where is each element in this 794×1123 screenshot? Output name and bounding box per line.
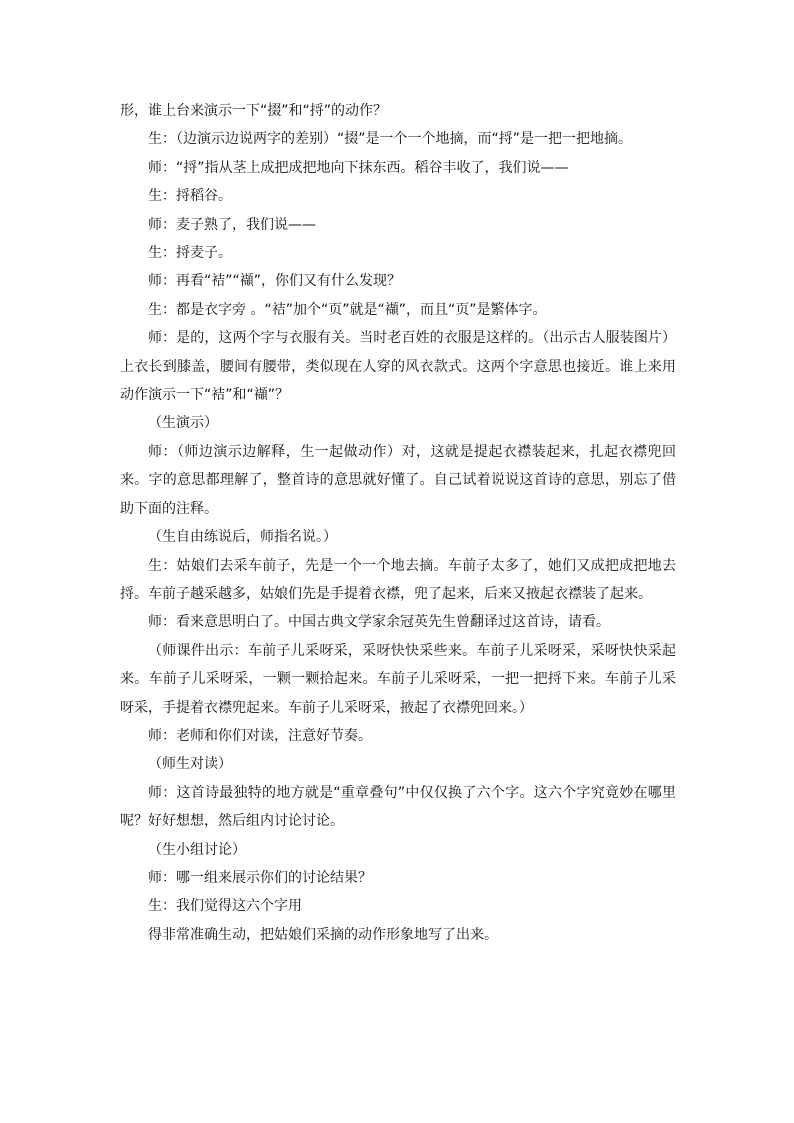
- paragraph: 生：捋麦子。: [148, 245, 232, 262]
- paragraph: 生：（边演示边说两字的差别）“掇”是一个一个地摘，而“捋”是一把一把地摘。: [148, 131, 633, 148]
- paragraph: 师：是的，这两个字与衣服有关。当时老百姓的衣服是这样的。（出示古人服装图片）上衣长到膝盖，腰间有腰带，类似现在人穿的风衣款式。这两个字意思也接近。谁上来用动作演示一下“袺”和“襭”？: [120, 330, 676, 404]
- paragraph: 生：捋稻谷。: [148, 188, 232, 205]
- paragraph: （生演示）: [148, 415, 218, 432]
- paragraph: 师：哪一组来展示你们的讨论结果？: [148, 869, 372, 886]
- paragraph: 形，谁上台来演示一下“掇”和“捋”的动作？: [120, 103, 388, 119]
- paragraph: 师：（师边演示边解释，生一起做动作）对，这就是提起衣襟装起来，扎起衣襟兜回来。字的意思都理解了，整首诗的意思就好懂了。自己试着说说这首诗的意思，别忘了借助下面的注释。: [120, 443, 676, 517]
- paragraph: 生：都是衣字旁 。“袺”加个“页”就是“襭”，而且“页”是繁体字。: [148, 301, 547, 318]
- paragraph: （生自由练说后，师指名说。）: [148, 529, 337, 546]
- paragraph: 师：“捋”指从茎上成把成把地向下抹东西。稻谷丰收了，我们说——: [148, 159, 569, 176]
- paragraph: （师生对读）: [148, 756, 232, 773]
- paragraph: 生：姑娘们去采车前子，先是一个一个地去摘。车前子太多了，她们又成把成把地去捋。车前子越采越多，姑娘们先是手提着衣襟，兜了起来，后来又掖起衣襟装了起来。: [120, 557, 676, 602]
- paragraph: 师：看来意思明白了。中国古典文学家余冠英先生曾翻译过这首诗，请看。: [148, 614, 610, 631]
- document-body: [120, 97, 676, 949]
- paragraph: 师：麦子熟了，我们说——: [148, 216, 316, 233]
- paragraph: 生：我们觉得这六个字用: [148, 898, 302, 915]
- paragraph: 师：这首诗最独特的地方就是“重章叠句”中仅仅换了六个字。这六个字究竟妙在哪里呢？好好想想，然后组内讨论讨论。: [120, 784, 676, 830]
- paragraph: 得非常准确生动，把姑娘们采摘的动作形象地写了出来。: [148, 926, 498, 943]
- paragraph: （生小组讨论）: [148, 841, 246, 858]
- paragraph: 师：再看“袺”“襭”，你们又有什么发现？: [148, 273, 402, 290]
- paragraph: （师课件出示：车前子儿采呀采，采呀快快采些来。车前子儿采呀采，采呀快快采起来。车前子儿采呀采，一颗一颗拾起来。车前子儿采呀采，一把一把捋下来。车前子儿采呀采，手提着衣襟兜起来。车前子儿采呀采，掖起了衣襟兜回来。）: [120, 642, 676, 716]
- paragraph: 师：老师和你们对读，注意好节奏。: [148, 727, 372, 744]
